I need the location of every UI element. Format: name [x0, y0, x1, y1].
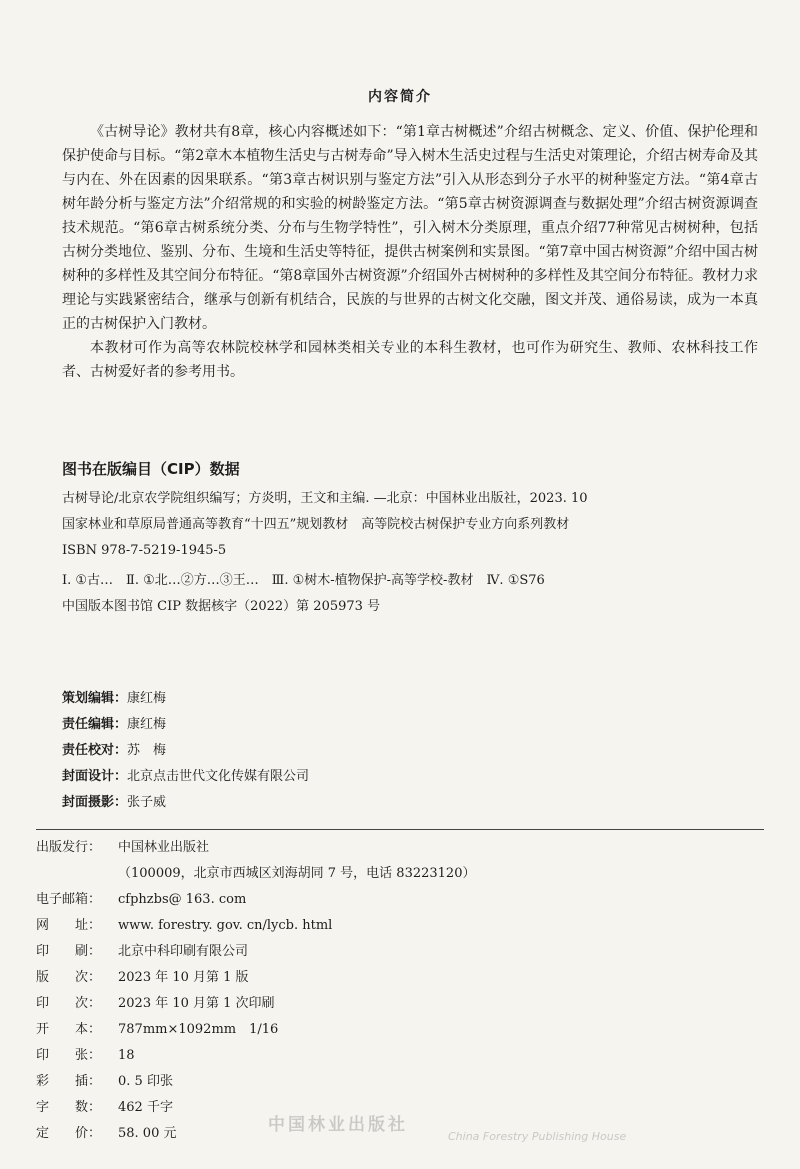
pub-row-printing: [36, 991, 475, 1017]
website-url: www. forestry. gov. cn/lycb. html: [118, 918, 333, 933]
pub-row-plates: [36, 1069, 475, 1095]
pub-label: 字 数：: [36, 1100, 102, 1115]
credit-label: 封面设计：: [62, 769, 128, 784]
pub-label: 印 张：: [36, 1048, 102, 1063]
section-divider: [36, 829, 764, 830]
price-value: 58. 00 元: [118, 1126, 177, 1141]
credit-label: 责任校对：: [62, 743, 128, 758]
pub-label: 定 价：: [36, 1126, 102, 1141]
pub-row-website: [36, 913, 475, 939]
cip-classification: Ⅰ. ①古… Ⅱ. ①北…②方…③王… Ⅲ. ①树木-植物保护-高等学校-教材 Ⅳ. ①S76: [62, 573, 545, 588]
credit-label: 责任编辑：: [62, 717, 128, 732]
pub-label: 彩 插：: [36, 1074, 102, 1089]
pub-label: 开 本：: [36, 1022, 102, 1037]
editor-credits: [62, 686, 309, 816]
intro-paragraph-1: 《古树导论》教材共有8章，核心内容概述如下：“第1章古树概述”介绍古树概念、定义、价值、保护伦理和保护使命与目标。“第2章木本植物生活史与古树寿命”导入树木生活史过程与生活史对策理论，介绍古树寿命及其与内在、外在因素的因果联系。“第3章古树识别与鉴定方法”引入从形态到分子水平的树种鉴定方法。“第4章古树年龄分析与鉴定方法”介绍常规的和实验的树龄鉴定方法。“第5章古树资源调查与数据处理”介绍古树资源调查技术规范。“第6章古树系统分类、分布与生物学特性”，引入树木分类原理，重点介绍77种常见古树树种，包括古树分类地位、鉴别、分布、生境和生活史等特征，提供古树案例和实景图。“第7章中国古树资源”介绍中国古树树种的多样性及其空间分布特征。“第8章国外古树资源”介绍国外古树树种的多样性及其空间分布特征。教材力求理论与实践紧密结合，继承与创新有机结合，民族的与世界的古树文化交融，图文并茂、通俗易读，成为一本真正的古树保护入门教材。: [62, 124, 758, 332]
pub-label: 网 址：: [36, 918, 102, 933]
credit-label: 策划编辑：: [62, 691, 128, 706]
printing-value: 2023 年 10 月第 1 次印刷: [118, 996, 275, 1011]
printer-name: 北京中科印刷有限公司: [118, 944, 249, 959]
cip-number: 中国版本图书馆 CIP 数据核字（2022）第 205973 号: [62, 599, 381, 614]
pub-label: 电子邮箱：: [36, 892, 102, 907]
pub-label: 印 刷：: [36, 944, 102, 959]
email-address: cfphzbs@ 163. com: [118, 892, 247, 907]
credit-value: 康红梅: [127, 691, 167, 706]
pub-row-edition: [36, 965, 475, 991]
credit-row: [62, 686, 309, 712]
page-title: 内容简介: [368, 89, 432, 105]
logo-name: 中国林业出版社: [268, 1115, 408, 1135]
edition-value: 2023 年 10 月第 1 版: [118, 970, 249, 985]
pub-label: 出版发行：: [36, 840, 102, 855]
cip-title-line: 古树导论/北京农学院组织编写；方炎明，王文和主编. —北京：中国林业出版社，2023. 10: [62, 491, 588, 506]
credit-value: 康红梅: [127, 717, 167, 732]
credit-row: [62, 712, 309, 738]
sheets-value: 18: [118, 1048, 135, 1063]
pub-label: 版 次：: [36, 970, 102, 985]
credit-value: 北京点击世代文化传媒有限公司: [127, 769, 310, 784]
pub-row-address: [36, 861, 475, 887]
credit-row: [62, 738, 309, 764]
cip-isbn: ISBN 978-7-5219-1945-5: [62, 543, 227, 558]
pub-row-format: [36, 1017, 475, 1043]
pub-row-publisher: [36, 835, 475, 861]
cip-heading: 图书在版编目（CIP）数据: [62, 460, 240, 478]
credit-row: [62, 764, 309, 790]
pub-row-email: [36, 887, 475, 913]
cip-block: [62, 486, 762, 620]
intro-paragraph-2: 本教材可作为高等农林院校林学和园林类相关专业的本科生教材，也可作为研究生、教师、农林科技工作者、古树爱好者的参考用书。: [62, 340, 758, 380]
credit-row: [62, 790, 309, 816]
pub-row-printer: [36, 939, 475, 965]
pub-label: 印 次：: [36, 996, 102, 1011]
pub-row-sheets: [36, 1043, 475, 1069]
credit-value: 苏 梅: [127, 743, 167, 758]
credit-label: 封面摄影：: [62, 795, 128, 810]
publication-info: [36, 835, 475, 1147]
words-value: 462 千字: [118, 1100, 173, 1115]
format-value: 787mm×1092mm 1/16: [118, 1022, 279, 1037]
plates-value: 0. 5 印张: [118, 1074, 173, 1089]
book-introduction: [62, 120, 758, 384]
publisher-logo-watermark: [238, 1110, 668, 1150]
publisher-address: （100009，北京市西城区刘海胡同 7 号，电话 83223120）: [118, 866, 476, 881]
cip-series-line: 国家林业和草原局普通高等教育“十四五”规划教材 高等院校古树保护专业方向系列教材: [62, 517, 570, 532]
logo-english: China Forestry Publishing House: [448, 1130, 627, 1143]
publisher-name: 中国林业出版社: [118, 840, 210, 855]
credit-value: 张子威: [127, 795, 167, 810]
